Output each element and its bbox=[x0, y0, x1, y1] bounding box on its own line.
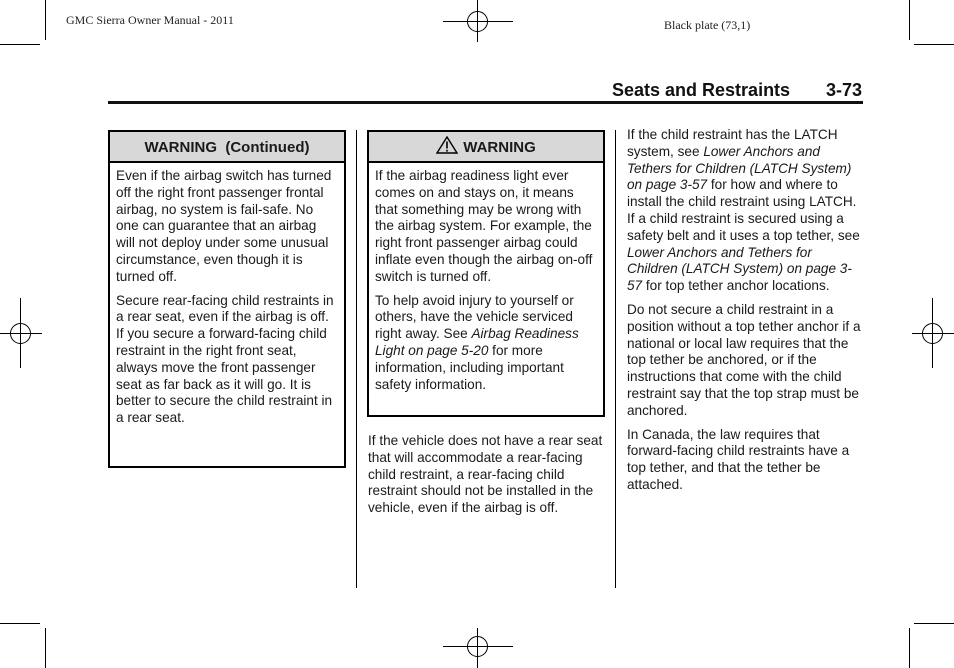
warning-continued-paragraph-2: Secure rear-facing child restraints in a rear seat, even if the airbag is off. If you secure a forward-facing child restraint in the right front seat, always move the front passenger seat as far back as it will go. It is better to secure the child restraint in a rear seat. bbox=[116, 292, 334, 426]
section-title: Seats and Restraints bbox=[612, 80, 791, 100]
cross-reference-latch-1: Lower Anchors and Tethers for Children (LATCH System) on page 3-57 bbox=[627, 143, 852, 193]
canada-paragraph: In Canada, the law requires that forward-facing child restraints have a top tether, and that the tether be attached. bbox=[627, 426, 850, 492]
plate-label-left: GMC Sierra Owner Manual - 2011 bbox=[66, 13, 234, 27]
warning-box-header bbox=[369, 132, 603, 163]
page-number: 3-73 bbox=[826, 80, 863, 100]
header-rule bbox=[108, 101, 863, 104]
warning-continued-title: WARNING (Continued) bbox=[110, 132, 344, 163]
warning-continued-paragraph-1: Even if the airbag switch has turned off the right front passenger frontal airbag, no system is fail-safe. No one can guarantee that an airbag will not deploy under some unusual circumstance, even though it is turned off. bbox=[116, 168, 332, 284]
top-tether-paragraph: Do not secure a child restraint in a position without a top tether anchor if a national or local law requires that the top tether be anchored, or if the instructions that come with the child restraint say that the top strap must be anchored. bbox=[627, 301, 861, 418]
rear-seat-paragraph: If the vehicle does not have a rear seat that will accommodate a rear-facing child restraint, a rear-facing child restraint should not be installed in the vehicle, even if the airbag is off. bbox=[368, 433, 603, 516]
warning-continued-box bbox=[108, 130, 346, 468]
cross-reference-latch-2: Lower Anchors and Tethers for Children (LATCH System) on page 3-57 bbox=[627, 244, 852, 294]
latch-paragraph: If the child restraint has the LATCH system, see Lower Anchors and Tethers for Children (LATCH System) on page 3-57 for how and where to install the child restraint using LATCH. If a child restraint is secured using a safety belt and it uses a top tether, see Lower Anchors and Tethers for Children (LATCH System) on page 3-57 for top tether anchor locations. bbox=[627, 127, 860, 294]
warning-triangle-icon bbox=[436, 134, 458, 165]
warning-box-title: WARNING bbox=[463, 139, 536, 156]
warning-box-paragraph-2: To help avoid injury to yourself or others, have the vehicle serviced right away. See Airbag Readiness Light on page 5-20 for more information, including important safety information. bbox=[375, 292, 579, 392]
plate-label-right: Black plate (73,1) bbox=[664, 18, 751, 32]
warning-box-paragraph-1: If the airbag readiness light ever comes on and stays on, it means that something may be wrong with the airbag system. For example, the right front passenger airbag could inflate even though the airbag on-off switch is turned off. bbox=[375, 168, 593, 284]
column-divider-2 bbox=[615, 130, 616, 588]
cross-reference-airbag-readiness-light: Airbag Readiness Light on page 5-20 bbox=[375, 326, 579, 358]
warning-box bbox=[367, 130, 605, 417]
column-divider-1 bbox=[356, 130, 357, 588]
